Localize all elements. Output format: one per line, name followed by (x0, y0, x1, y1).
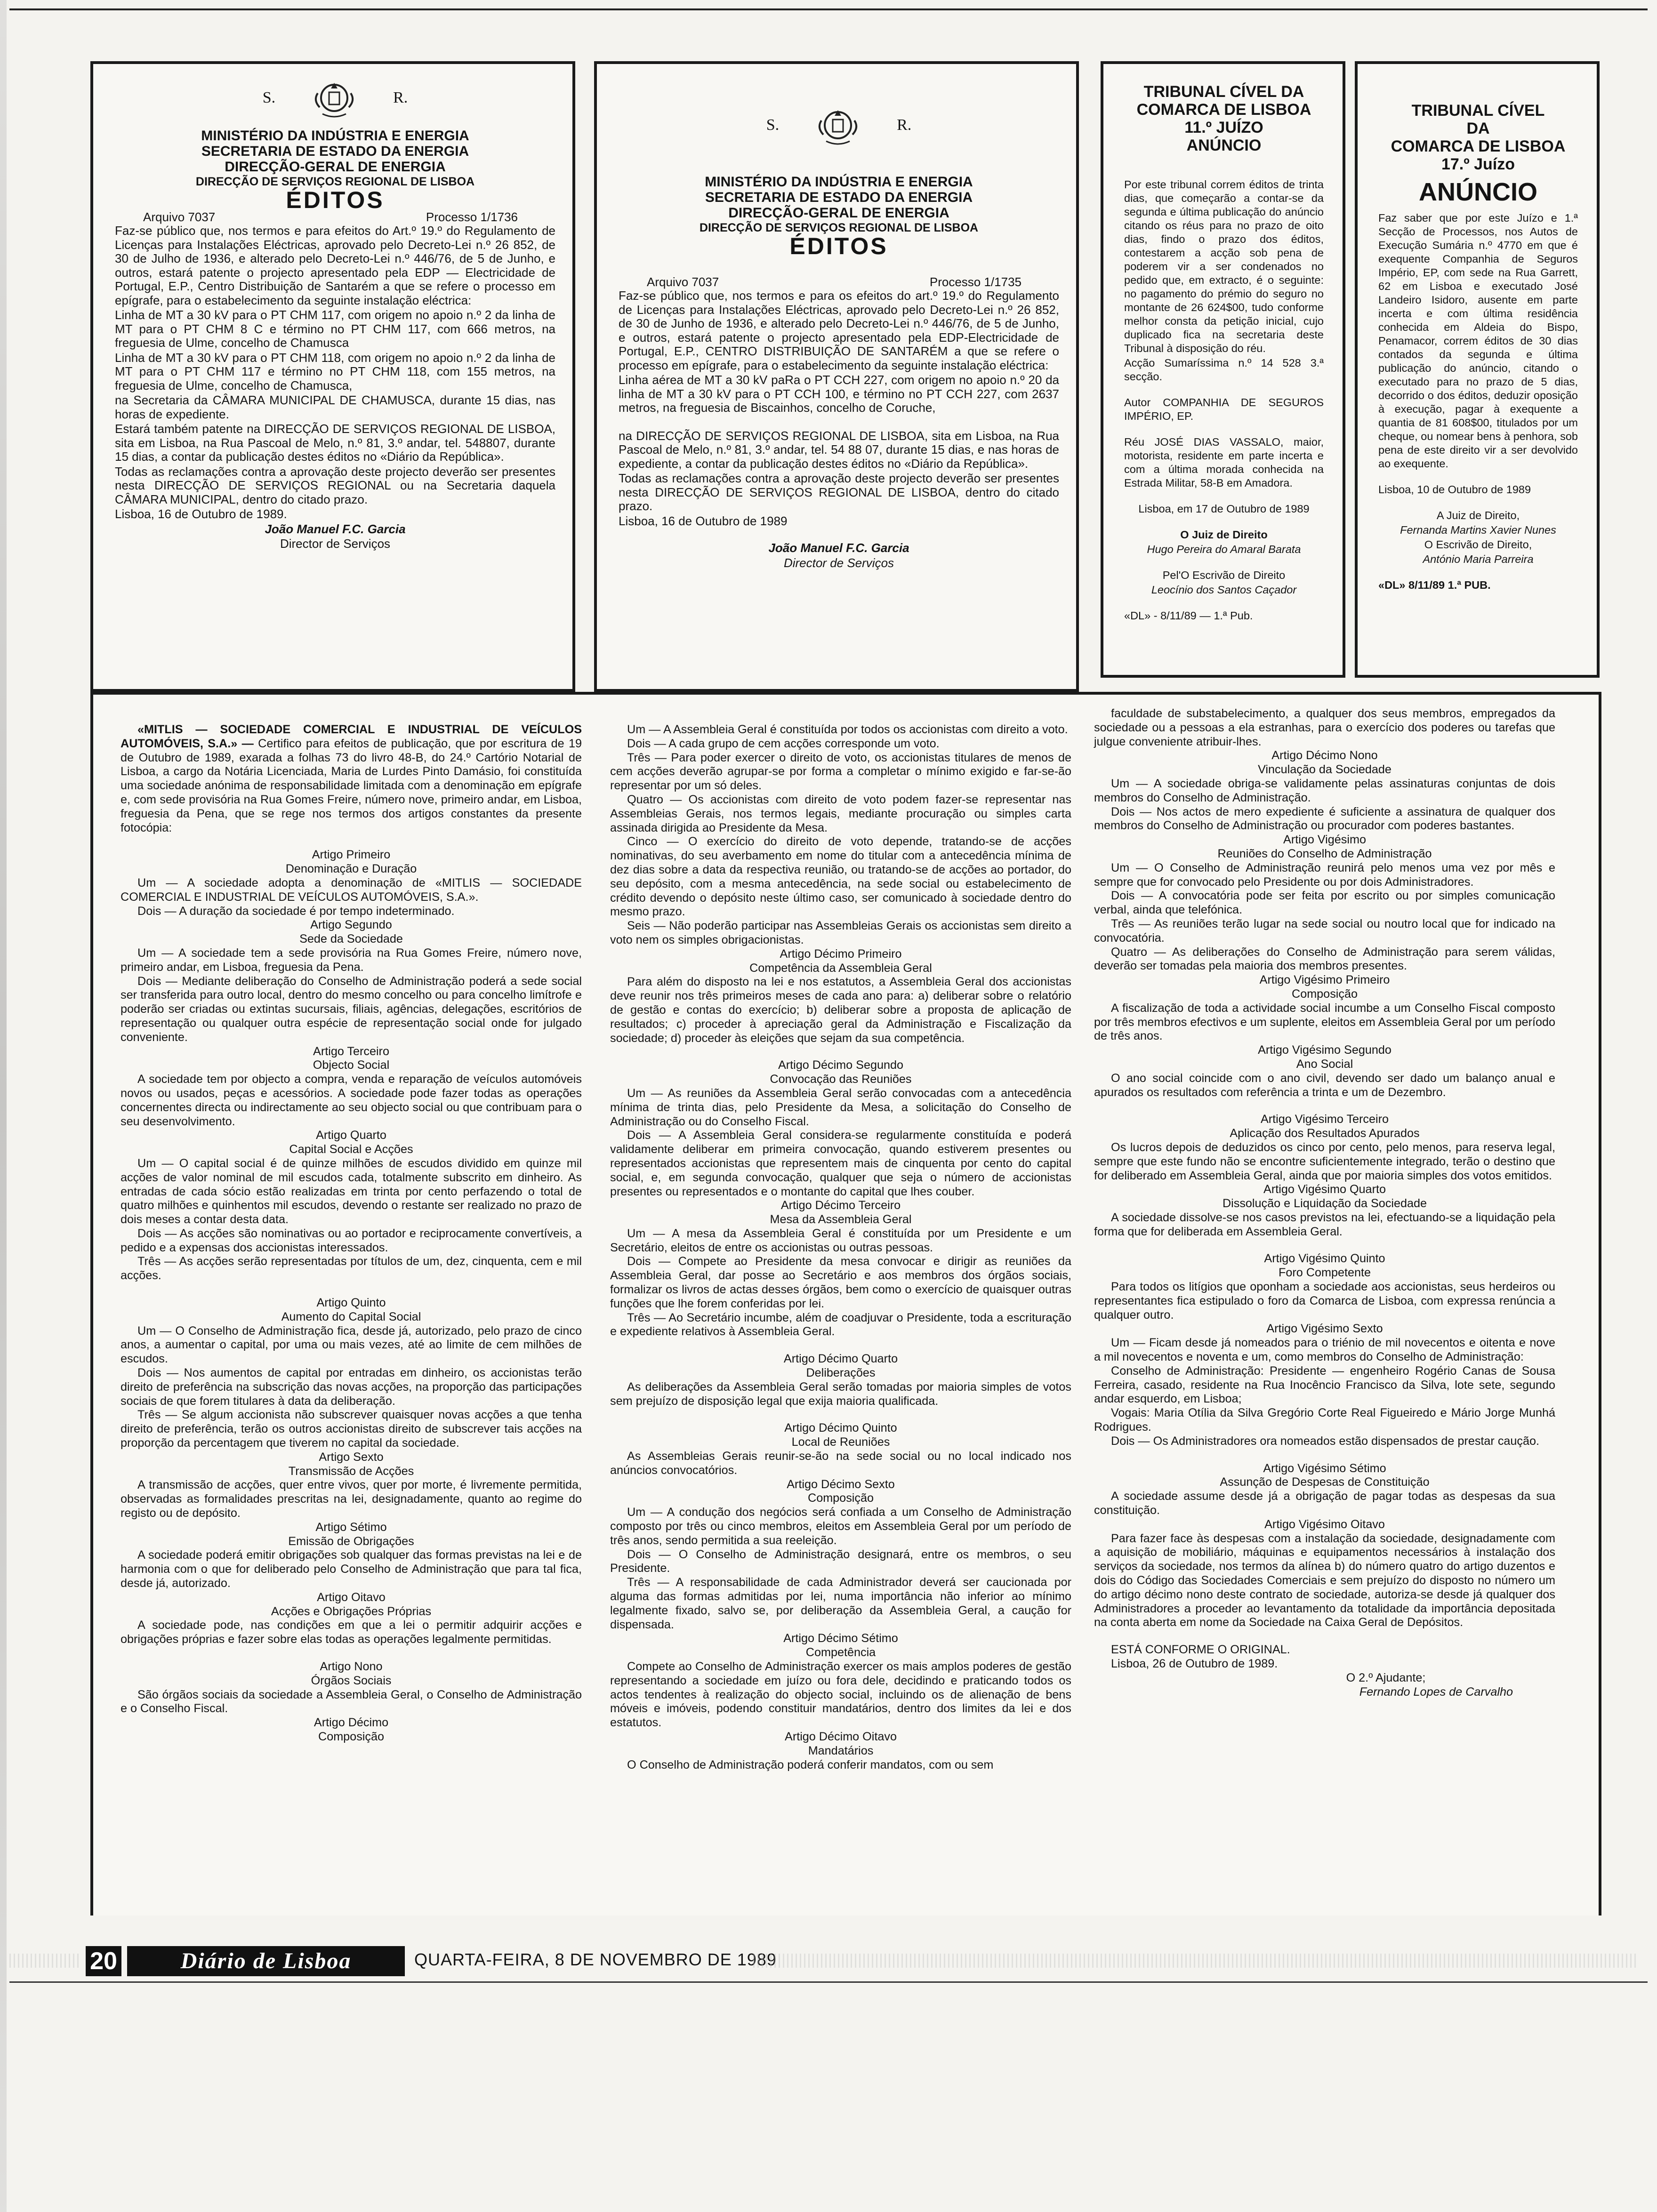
article-paragraph: Para todos os litígios que oponham a sociedade aos accionistas, seus herdeiros ou representantes fica estipulado o foro da Comarca de Lisboa, com expressa renúncia a qualquer outro. (1094, 1280, 1555, 1322)
ministry-name: MINISTÉRIO DA INDÚSTRIA E ENERGIA (705, 174, 973, 190)
spacer (1094, 1099, 1555, 1113)
article-paragraph: Dois — Nos aumentos de capital por entradas em dinheiro, os accionistas terão direito de preferência na subscrição das novas acções, na proporção das participações sociais de que forem titulares à data da deliberação. (121, 1366, 582, 1408)
article-paragraph: Três — As acções serão representadas por títulos de um, dez, cinquenta, cem e mil acções. (121, 1255, 582, 1282)
article-paragraph: As deliberações da Assembleia Geral serão tomadas por maioria simples de votos sem prejuízo de disposição legal que exija maioria qualificada. (610, 1380, 1071, 1408)
secretariat-name: SECRETARIA DE ESTADO DA ENERGIA (705, 190, 973, 205)
article-heading: Deliberações (806, 1366, 876, 1380)
paragraph: Linha aérea de MT a 30 kV paRa o PT CCH 227, com origem no apoio n.º 20 da linha de MT a 30 kV para o PT CCH 100, e término no PT CCH 227, com 2637 metros, na freguesia de Biscainhos, concelho de Coruche, (619, 373, 1059, 415)
seal-letter-s: S. (766, 116, 780, 134)
article-heading: Aumento do Capital Social (281, 1310, 421, 1323)
paragraph: Autor COMPANHIA DE SEGUROS IMPÉRIO, EP. (1124, 396, 1324, 422)
article-heading: Capital Social e Acções (289, 1143, 413, 1156)
seal-letter-r: R. (393, 89, 408, 107)
article-paragraph: Dois — Nos actos de mero expediente é suficiente a assinatura de qualquer dos membros do Conselho de Administração ou procurador com poderes bastantes. (1094, 805, 1555, 833)
article-heading: Competência (805, 1646, 876, 1659)
seal-row (619, 102, 1059, 149)
service-name: DIRECÇÃO DE SERVIÇOS REGIONAL DE LISBOA (699, 221, 979, 234)
seal-row (115, 74, 555, 121)
company-statutes-notice (90, 692, 1601, 1915)
article-paragraph: Um — A mesa da Assembleia Geral é constituída por um Presidente e um Secretário, eleitos de entre os accionistas ou outras pessoas. (610, 1226, 1071, 1254)
article-heading: Mandatários (808, 1744, 874, 1757)
article-heading: Artigo Décimo Oitavo (785, 1730, 897, 1743)
paragraph: Linha de MT a 30 kV para o PT CHM 118, com origem no apoio n.º 2 da linha de MT para o PT CHM 117 e término no PT CHM 118, com 155 metros, na freguesia de Ulme, concelho de Chamusca, (115, 350, 555, 393)
article-paragraph: Dois — Mediante deliberação do Conselho de Administração poderá a sede social ser transferida para outro local, dentro do mesmo concelho ou para concelho limítrofe e poderão ser criadas ou extintas sucursais, filiais, agências, delegações, escritórios de representação ou qualquer outra espécie de representação social onde for julgado conveniente. (121, 974, 582, 1044)
paragraph: Todas as reclamações contra a aprovação deste projecto deverão ser presentes nesta DIRECÇÃO DE SERVIÇOS REGIONAL DE LISBOA, dentro do citado prazo. (619, 471, 1059, 513)
article-heading: Artigo Décimo Sétimo (783, 1632, 898, 1645)
page-number: 20 (86, 1946, 121, 1976)
court-heading: TRIBUNAL CÍVEL (1411, 102, 1545, 120)
ministry-name: MINISTÉRIO DA INDÚSTRIA E ENERGIA (201, 128, 469, 144)
article-heading: Artigo Décimo Quinto (784, 1421, 897, 1435)
scan-noise (753, 1954, 1638, 1968)
publication-note: «DL» - 8/11/89 — 1.ª Pub. (1124, 609, 1253, 622)
article-heading: Assunção de Despesas de Constituição (1220, 1475, 1430, 1489)
seal-letter-s: S. (262, 89, 276, 107)
article-heading: Artigo Oitavo (317, 1590, 386, 1604)
article-paragraph: ESTÁ CONFORME O ORIGINAL. (1111, 1643, 1290, 1657)
article-paragraph: Dois — As acções são nominativas ou ao portador e reciprocamente convertíveis, a pedido e a expensas dos accionistas interessados. (121, 1226, 582, 1254)
directorate-name: DIRECÇÃO-GERAL DE ENERGIA (728, 205, 949, 221)
signer-name: João Manuel F.C. Garcia (265, 521, 406, 536)
article-paragraph: Três — A responsabilidade de cada Administrador deverá ser caucionada por alguma das formas admitidas por lei, numa importância não inferior ao mínimo legalmente fixado, salvo se, por deliberação da Assembleia Geral, a caução for dispensada. (610, 1576, 1071, 1631)
article-heading: Composição (1292, 987, 1358, 1001)
signer-name: João Manuel F.C. Garcia (768, 541, 909, 555)
notice-date: Lisboa, 16 de Outubro de 1989 (619, 513, 788, 528)
paragraph: Acção Sumaríssima n.º 14 528 3.ª secção. (1124, 357, 1324, 383)
article-paragraph: Cinco — O exercício do direito de voto depende, tratando-se de acções nominativas, do seu averbamento em nome do titular com a antecedência mínima de dez dias sobre a data da respectiva reunião, ou tratando-se de acções ao portador, do seu depósito, com a mesma antecedência, na sede social ou estabelecimento de crédito devendo o depósito neste último caso, ser comunicado à sociedade dentro do mesmo prazo. (610, 835, 1071, 919)
archive-number: Arquivo 7037 (143, 209, 216, 224)
notice-title: ÉDITOS (286, 187, 385, 213)
article-paragraph: Seis — Não poderão participar nas Assembleias Gerais os accionistas sem direito a voto nem os simples obrigacionistas. (610, 919, 1071, 946)
article-heading: Artigo Décimo Terceiro (780, 1199, 901, 1212)
court-heading: COMARCA DE LISBOA (1136, 101, 1311, 119)
article-paragraph: São órgãos sociais da sociedade a Assembleia Geral, o Conselho de Administração e o Conselho Fiscal. (121, 1688, 582, 1715)
publication-note: «DL» 8/11/89 1.ª PUB. (1378, 579, 1491, 591)
article-paragraph: Compete ao Conselho de Administração exercer os mais amplos poderes de gestão representando a sociedade em juízo ou fora dele, decidindo e praticando todos os actos tendentes à realização do objecto social, incluindo os de alienação de bens móveis e imóveis, podendo constituir mandatários, dentro dos limites da lei e dos estatutos. (610, 1660, 1071, 1730)
article-heading: Emissão de Obrigações (288, 1534, 414, 1548)
clerk-name: António Maria Parreira (1423, 553, 1534, 565)
court-heading: ANÚNCIO (1186, 136, 1262, 154)
article-paragraph: A fiscalização de toda a actividade social incumbe a um Conselho Fiscal composto por três membros efectivos e um suplente, eleitos em Assembleia Geral por um período de três anos. (1094, 1001, 1555, 1043)
article-paragraph: Dois — Os Administradores ora nomeados estão dispensados de prestar caução. (1111, 1434, 1540, 1448)
newspaper-masthead: Diário de Lisboa (127, 1946, 405, 1976)
judge-title: O Juiz de Direito (1180, 529, 1268, 541)
signer-title: O 2.º Ajudante; (1346, 1671, 1426, 1684)
article-heading: Ano Social (1296, 1057, 1353, 1071)
article-heading: Composição (808, 1491, 874, 1505)
article-paragraph: Um — O Conselho de Administração reunirá pelo menos uma vez por mês e sempre que for convocado pelo Presidente ou por dois Administradores. (1094, 861, 1555, 889)
clerk-title: Pel'O Escrivão de Direito (1162, 569, 1286, 581)
court-heading: 11.º JUÍZO (1184, 119, 1263, 136)
court-notice-11th (1101, 61, 1345, 678)
article-paragraph (121, 723, 582, 835)
article-heading: Artigo Décimo Segundo (778, 1058, 904, 1072)
spacer (610, 1408, 1071, 1421)
article-paragraph: Para além do disposto na lei e nos estatutos, a Assembleia Geral dos accionistas deve reunir nos três primeiros meses de cada ano para: a) deliberar sobre o relatório de gestão e contas do exercício; b) deliberar sobre a proposta de aplicação de resultados; c) proceder à apreciação geral da Administração e Fiscalização da sociedade; d) proceder às eleições que sejam da sua competência. (610, 975, 1071, 1045)
article-heading: Artigo Vigésimo Sexto (1266, 1322, 1383, 1336)
court-heading: TRIBUNAL CÍVEL DA (1143, 83, 1304, 101)
clerk-name: Leocínio dos Santos Caçador (1151, 584, 1297, 596)
paragraph: Por este tribunal correm éditos de trinta dias, que começarão a contar-se da segunda e última publicação do anúncio citando os réus para no prazo de oito dias, findo o prazo dos éditos, contestarem a acção sob pena de poderem vir a ser condenados no pedido que, em extracto, é o seguinte: no pagamento do prémio do seguro no montante de 26 624$00, tudo conforme melhor consta da petição inicial, cujo duplicado fica na secretaria deste Tribunal à disposição do réu. (1124, 178, 1324, 354)
article-paragraph: Dois — Compete ao Presidente da mesa convocar e dirigir as reuniões da Assembleia Geral, dar posse ao Secretário e aos membros dos órgãos sociais, formalizar os livros de actas desses órgãos, bem como o exercício de quaisquer outras funções que lhe forem conferidas por lei. (610, 1255, 1071, 1310)
issue-date: QUARTA-FEIRA, 8 DE NOVEMBRO DE 1989 (414, 1950, 777, 1969)
signer-role: Director de Serviços (280, 537, 391, 551)
judge-name: Fernanda Martins Xavier Nunes (1400, 524, 1556, 536)
scan-noise (9, 1954, 80, 1968)
article-paragraph: Um — As reuniões da Assembleia Geral serão convocadas com a antecedência mínima de trinta dias, pelo Presidente da Mesa, a solicitação do Conselho de Administração ou do Conselho Fiscal. (610, 1086, 1071, 1128)
spacer (121, 1647, 582, 1660)
notice-date: Lisboa, 16 de Outubro de 1989. (115, 507, 287, 521)
article-paragraph: Um — A condução dos negócios será confiada a um Conselho de Administração composto por três ou cinco membros, eleitos em Assembleia Geral por um período de três anos, sendo permitida a sua reeleição. (610, 1506, 1071, 1547)
article-paragraph: Dois — A convocatória pode ser feita por escrito ou por simples comunicação verbal, ainda que telefónica. (1094, 889, 1555, 917)
article-paragraph: A sociedade pode, nas condições em que a lei o permitir adquirir acções e obrigações próprias e fazer sobre elas todas as operações legalmente permitidas. (121, 1619, 582, 1646)
article-paragraph: Três — Ao Secretário incumbe, além de coadjuvar o Presidente, toda a escrituração e expediente relativos à Assembleia Geral. (610, 1311, 1071, 1338)
coat-of-arms-icon (308, 74, 360, 121)
judge-title: A Juiz de Direito, (1436, 509, 1520, 521)
process-number: Processo 1/1736 (426, 209, 518, 224)
secretariat-name: SECRETARIA DE ESTADO DA ENERGIA (201, 144, 469, 159)
company-name-lead: «MITLIS — SOCIEDADE COMERCIAL E INDUSTRIAL DE VEÍCULOS AUTOMÓVEIS, S.A.» — (121, 723, 582, 750)
article-heading: Artigo Vigésimo Primeiro (1259, 973, 1390, 987)
article-paragraph: faculdade de substabelecimento, a qualquer dos seus membros, empregados da sociedade ou a pessoas a ela estranhas, para o exercício dos poderes ou tarefas que julgue conveniente atribuir-lhes. (1094, 707, 1555, 748)
statutes-column-3 (1094, 707, 1555, 1699)
paragraph: Linha de MT a 30 kV para o PT CHM 117, com origem no apoio n.º 2 da linha de MT para o PT CHM 8 C e término no PT CHM 117, com 666 metros, na freguesia de Ulme, concelho de Chamusca (115, 308, 555, 350)
notice-date: Lisboa, 10 de Outubro de 1989 (1378, 483, 1531, 496)
spacer (121, 1283, 582, 1296)
court-heading: COMARCA DE LISBOA (1391, 137, 1566, 155)
coat-of-arms-icon (812, 102, 864, 149)
article-heading: Artigo Sexto (319, 1450, 384, 1464)
article-heading: Foro Competente (1278, 1266, 1371, 1280)
article-paragraph: Um — A sociedade obriga-se validamente pelas assinaturas conjuntas de dois membros do Conselho de Administração. (1094, 777, 1555, 804)
paragraph: Todas as reclamações contra a aprovação deste projecto deverão ser presentes nesta DIRECÇÃO DE SERVIÇOS REGIONAL ou na Secretaria daquela CÂMARA MUNICIPAL, dentro do citado prazo. (115, 464, 555, 506)
spacer (1094, 1449, 1555, 1462)
article-paragraph: A sociedade dissolve-se nos casos previstos na lei, efectuando-se a liquidação pela forma que for deliberada em Assembleia Geral. (1094, 1210, 1555, 1238)
archive-number: Arquivo 7037 (647, 274, 719, 289)
clerk-title: O Escrivão de Direito, (1424, 538, 1532, 551)
article-heading: Artigo Primeiro (312, 848, 391, 862)
article-paragraph: Vogais: Maria Otília da Silva Gregório Corte Real Figueiredo e Mário Jorge Munhá Rodrigues. (1094, 1406, 1555, 1434)
announcement-title: ANÚNCIO (1419, 178, 1537, 206)
article-heading: Dissolução e Liquidação da Sociedade (1222, 1197, 1427, 1210)
article-heading: Objecto Social (313, 1058, 390, 1072)
process-number: Processo 1/1735 (929, 274, 1022, 289)
article-paragraph: Quatro — As deliberações do Conselho de Administração para serem válidas, deverão ser tomadas pela maioria dos membros presentes. (1094, 945, 1555, 973)
paragraph: Faz-se público que, nos termos e para efeitos do Art.º 19.º do Regulamento de Licenças para Instalações Eléctricas, aprovado pelo Decreto-Lei n.º 26 852, de 30 de Julho de 1936, e alterado pelo Decreto-Lei n.º 446/76, de 5 de Junho, e outros, estará patente o projecto apresentado pela EDP — Electricidade de Portugal, E.P., Centro Distribuição de Santarém a que se refere o processo em epígrafe, para o estabelecimento da seguinte instalação eléctrica: (115, 224, 555, 307)
paragraph: Faz-se público que, nos termos e para os efeitos do art.º 19.º do Regulamento de Licenças para Instalações Eléctricas, aprovado pelo Decreto-Lei n.º 26 852, de 30 de Junho de 1936, e alterado pelo Decreto-Lei n.º 446/76, de 5 de Junho, e outros, estará patente o projecto apresentado pela EDP-Electricidade de Portugal, E.P., CENTRO DISTRIBUIÇÃO DE SANTARÉM a que se refere o processo em epígrafe, para o estabelecimento da seguinte instalação eléctrica: (619, 289, 1059, 372)
paragraph: na DIRECÇÃO DE SERVIÇOS REGIONAL DE LISBOA, sita em Lisboa, na Rua Pascoal de Melo, n.º 81, 3.º andar, tel. 54 88 07, durante 15 dias, e nas horas de expediente, a contar da publicação destes éditos no «Diário da República». (619, 428, 1059, 471)
article-heading: Artigo Quarto (316, 1129, 386, 1142)
article-paragraph: Três — Para poder exercer o direito de voto, os accionistas titulares de menos de cem acções deverão agrupar-se por forma a completar o mínimo exigido e far-se-ão representar por um só deles. (610, 751, 1071, 793)
article-heading: Artigo Décimo Primeiro (780, 947, 902, 961)
article-paragraph: Conselho de Administração: Presidente — engenheiro Rogério Canas de Sousa Ferreira, casado, residente na Rua Inocêncio Francisco da Silva, lote sete, segundo andar esquerdo, em Lisboa; (1094, 1364, 1555, 1406)
spacer (1094, 1630, 1555, 1643)
service-name: DIRECÇÃO DE SERVIÇOS REGIONAL DE LISBOA (195, 175, 475, 188)
article-heading: Artigo Quinto (316, 1296, 386, 1310)
article-paragraph: O Conselho de Administração poderá conferir mandatos, com ou sem (627, 1758, 994, 1771)
article-paragraph: Os lucros depois de deduzidos os cinco por cento, pelo menos, para reserva legal, sempre que este fundo não se encontre suficientemente integrado, terão o destino que for deliberado em Assembleia Geral, ainda que por maioria simples dos votos emitidos. (1094, 1140, 1555, 1182)
article-heading: Sede da Sociedade (299, 932, 403, 946)
article-paragraph: A transmissão de acções, quer entre vivos, quer por morte, é livremente permitida, observadas as formalidades prescritas na lei, designadamente, quanto ao regime do registo ou de depósito. (121, 1478, 582, 1520)
article-paragraph: Quatro — Os accionistas com direito de voto podem fazer-se representar nas Assembleias Gerais, nos termos legais, mediante procuração ou simples carta assinada dirigida ao Presidente da Mesa. (610, 793, 1071, 834)
article-heading: Mesa da Assembleia Geral (770, 1213, 912, 1226)
article-heading: Artigo Décimo (314, 1716, 389, 1730)
spacer (1094, 1239, 1555, 1252)
article-paragraph: As Assembleias Gerais reunir-se-ão na sede social ou no local indicado nos anúncios convocatórios. (610, 1450, 1071, 1477)
article-heading: Artigo Vigésimo Oitavo (1264, 1517, 1385, 1531)
article-heading: Composição (318, 1730, 384, 1743)
article-heading: Artigo Nono (320, 1660, 383, 1673)
article-paragraph: Um — O capital social é de quinze milhões de escudos dividido em quinze mil acções de valor nominal de mil escudos cada, totalmente subscrito em dinheiro. As entradas de cada sócio estão realizadas em trinta por cento perfazendo o total de quatro milhões e quinhentos mil escudos, devendo o restante ser realizado no prazo de dois meses a contar desta data. (121, 1156, 582, 1226)
edict-notice-left (90, 61, 575, 692)
article-paragraph: Um — A sociedade adopta a denominação de «MITLIS — SOCIEDADE COMERCIAL E INDUSTRIAL DE VEÍCULOS AUTOMÓVEIS, S.A.». (121, 876, 582, 904)
scan-edge (0, 0, 7, 2212)
statutes-column-2 (610, 723, 1071, 1772)
article-heading: Acções e Obrigações Próprias (271, 1604, 432, 1618)
article-heading: Órgãos Sociais (311, 1674, 392, 1687)
court-heading: DA (1466, 120, 1490, 137)
notice-title: ÉDITOS (789, 233, 888, 259)
article-heading: Artigo Vigésimo Quarto (1263, 1183, 1386, 1196)
article-paragraph: Três — Se algum accionista não subscrever quaisquer novas acções a que tenha direito de preferência, terão os outros accionistas direito de subscrever tais acções na proporção da percentagem que tiverem no capital da sociedade. (121, 1408, 582, 1450)
spacer (121, 835, 582, 848)
article-heading: Artigo Décimo Quarto (783, 1352, 898, 1366)
article-heading: Transmissão de Acções (288, 1464, 414, 1478)
article-heading: Artigo Vigésimo Quinto (1264, 1252, 1385, 1266)
article-heading: Denominação e Duração (285, 862, 417, 876)
article-heading: Local de Reuniões (791, 1435, 890, 1449)
paragraph: na Secretaria da CÂMARA MUNICIPAL DE CHAMUSCA, durante 15 dias, nas horas de expediente. (115, 393, 555, 421)
article-heading: Artigo Décimo Sexto (787, 1477, 895, 1491)
paragraph: Estará também patente na DIRECÇÃO DE SERVIÇOS REGIONAL DE LISBOA, sita em Lisboa, na Rua Pascoal de Melo, n.º 81, 3.º andar, tel. 548807, durante 15 dias, a contar da publicação destes éditos no «Diário da República». (115, 422, 555, 464)
page-footer (0, 1946, 1657, 1979)
notice-date: Lisboa, em 17 de Outubro de 1989 (1138, 503, 1310, 515)
article-paragraph: Para fazer face às despesas com a instalação da sociedade, designadamente com a aquisição de mobiliário, máquinas e equipamentos necessários à instalação dos serviços da sociedade, nos termos da alínea b) do número quatro do artigo duzentos e dois do Código das Sociedades Comerciais e sem prejuízo do disposto no número um do artigo décimo nono deste contrato de sociedade, autoriza-se desde já qualquer dos Administradores a proceder ao levantamento da totalidade da importância depositada na conta aberta em nome da Sociedade na Caixa Geral de Depósitos. (1094, 1531, 1555, 1629)
article-heading: Convocação das Reuniões (770, 1073, 912, 1086)
paragraph-text: Certifico para efeitos de publicação, que por escritura de 19 de Outubro de 1989, exarada a folhas 73 do livro 48-B, do 24.º Cartório Notarial de Lisboa, a cargo da Notária Licenciada, Maria de Lurdes Pinto Damásio, foi constituída uma sociedade anónima de responsabilidade limitada com a denominação em epígrafe e, com sede provisória na Rua Gomes Freire, número nove, primeiro andar, em Lisboa, freguesia da Pena, que se rege nos termos dos artigos constantes da presente fotocópia: (121, 737, 582, 834)
article-heading: Reuniões do Conselho de Administração (1217, 847, 1432, 860)
edict-notice-middle (594, 61, 1079, 692)
article-heading: Artigo Vigésimo Segundo (1258, 1043, 1392, 1057)
article-heading: Artigo Segundo (310, 918, 392, 932)
article-heading: Vinculação da Sociedade (1258, 763, 1392, 777)
article-heading: Artigo Décimo Nono (1271, 749, 1378, 762)
article-paragraph: Dois — A Assembleia Geral considera-se regularmente constituída e poderá validamente deliberar em primeira convocação, quando estiverem presentes ou representados accionistas que representem mais de cinquenta por cento do capital social, e, em segunda convocação, qualquer que seja o número de accionistas presentes ou representados e o montante do capital que lhes couber. (610, 1129, 1071, 1198)
article-heading: Artigo Terceiro (313, 1044, 389, 1058)
article-paragraph: Um — A sociedade tem a sede provisória na Rua Gomes Freire, número nove, primeiro andar, em Lisboa, freguesia da Pena. (121, 946, 582, 974)
statutes-column-1 (121, 723, 582, 1744)
court-heading: 17.º Juízo (1441, 155, 1515, 173)
article-heading: Artigo Vigésimo Sétimo (1263, 1461, 1386, 1475)
article-paragraph: Um — O Conselho de Administração fica, desde já, autorizado, pelo prazo de cinco anos, a aumentar o capital, por uma ou mais vezes, até ao limite de cem milhões de escudos. (121, 1324, 582, 1366)
paragraph: Faz saber que por este Juízo e 1.ª Secção de Processos, nos Autos de Execução Sumária n.º 4770 em que é exequente Companhia de Seguros Império, EP, com sede na Rua Garrett, 62 em Lisboa e executado José Landeiro Isidoro, ausente em parte incerta e com última residência conhecida em Aldeia do Bispo, Penamacor, correm éditos de 30 dias contados da segunda e última publicação do anúncio, citando o executado para no prazo de 5 dias, decorrido o dos éditos, deduzir oposição à execução, pagar à exequente a quantia de 81 608$00, titulados por um cheque, ou nomear bens à penhora, sob pena de este direito vir a ser devolvido ao exequente. (1378, 212, 1578, 470)
article-paragraph: A sociedade poderá emitir obrigações sob qualquer das formas previstas na lei e de harmonia com o que for deliberado pelo Conselho de Administração que para tal fica, desde já, autorizado. (121, 1548, 582, 1590)
article-paragraph: A sociedade tem por objecto a compra, venda e reparação de veículos automóveis novos ou usados, peças e acessórios. A sociedade pode fazer todas as operações concernentes directa ou indirectamente ao seu objecto social ou que contribuam para o seu desenvolvimento. (121, 1073, 582, 1128)
article-paragraph: Dois — A cada grupo de cem acções corresponde um voto. (627, 737, 940, 750)
court-notice-17th (1355, 61, 1600, 678)
article-paragraph: Dois — O Conselho de Administração designará, entre os membros, o seu Presidente. (610, 1547, 1071, 1575)
article-paragraph: Um — Ficam desde já nomeados para o triénio de mil novecentos e oitenta e nove a mil novecentos e noventa e um, como membros do Conselho de Administração: (1094, 1336, 1555, 1364)
article-paragraph: Um — A Assembleia Geral é constituída por todos os accionistas com direito a voto. (627, 723, 1068, 736)
paragraph: Réu JOSÉ DIAS VASSALO, maior, motorista, residente em parte incerta e com a última morada conhecida na Estrada Militar, 58-B em Amadora. (1124, 436, 1324, 489)
directorate-name: DIRECÇÃO-GERAL DE ENERGIA (225, 159, 446, 175)
article-heading: Competência da Assembleia Geral (749, 961, 932, 975)
top-rule (9, 8, 1648, 10)
bottom-rule (9, 1981, 1648, 1983)
judge-name: Hugo Pereira do Amaral Barata (1147, 543, 1301, 555)
spacer (610, 1045, 1071, 1058)
article-paragraph: Dois — A duração da sociedade é por tempo indeterminado. (137, 904, 455, 918)
article-paragraph: A sociedade assume desde já a obrigação de pagar todas as despesas da sua constituição. (1094, 1490, 1555, 1517)
signer-name: Fernando Lopes de Carvalho (1359, 1685, 1513, 1699)
article-heading: Artigo Sétimo (315, 1520, 387, 1534)
seal-letter-r: R. (897, 116, 912, 134)
reference-row (619, 275, 1059, 289)
spacer (610, 1339, 1071, 1352)
article-paragraph: O ano social coincide com o ano civil, devendo ser dado um balanço anual e apurados os resultados com referência a trinta e um de Dezembro. (1094, 1071, 1555, 1099)
article-heading: Aplicação dos Resultados Apurados (1230, 1127, 1420, 1140)
article-heading: Artigo Vigésimo (1283, 833, 1366, 847)
article-paragraph: Lisboa, 26 de Outubro de 1989. (1111, 1657, 1278, 1670)
article-heading: Artigo Vigésimo Terceiro (1260, 1113, 1389, 1126)
signer-role: Director de Serviços (783, 555, 894, 570)
article-paragraph: Três — As reuniões terão lugar na sede social ou noutro local que for indicado na convocatória. (1094, 917, 1555, 945)
